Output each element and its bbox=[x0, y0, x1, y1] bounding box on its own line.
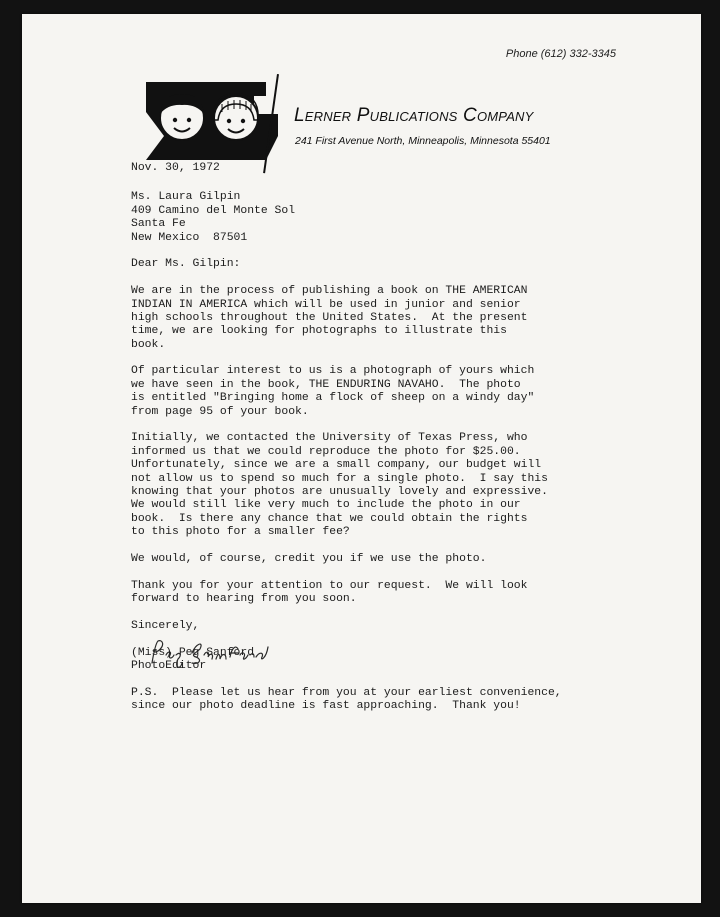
signer-name: (Miss) Peg Sanford bbox=[131, 646, 255, 659]
paragraph-line: not allow us to spend so much for a single photo. I say this bbox=[131, 472, 548, 485]
paragraph-line: Of particular interest to us is a photograph of yours which bbox=[131, 365, 535, 378]
paragraph-line: forward to hearing from you soon. bbox=[131, 593, 357, 606]
paragraph-4 bbox=[131, 553, 671, 566]
paragraph-5 bbox=[131, 580, 671, 607]
paragraph-line: we have seen in the book, THE ENDURING NAVAHO. The photo bbox=[131, 378, 521, 391]
recipient-line: Ms. Laura Gilpin bbox=[131, 191, 241, 204]
closing: Sincerely, bbox=[131, 619, 200, 632]
paragraph-line: Unfortunately, since we are a small company, our budget will bbox=[131, 459, 542, 472]
paragraph-line: book. bbox=[131, 338, 166, 351]
paragraph-line: We would, of course, credit you if we use the photo. bbox=[131, 552, 487, 565]
paragraph-line: We are in the process of publishing a book on THE AMERICAN bbox=[131, 285, 528, 298]
paragraph-line: to this photo for a smaller fee? bbox=[131, 526, 350, 539]
paragraph-line: informed us that we could reproduce the photo for $25.00. bbox=[131, 445, 521, 458]
paragraph-line: is entitled "Bringing home a flock of sheep on a windy day" bbox=[131, 392, 535, 405]
company-address: 241 First Avenue North, Minneapolis, Minnesota 55401 bbox=[295, 135, 551, 147]
paragraph-line: Thank you for your attention to our request. We will look bbox=[131, 579, 528, 592]
paragraph-line: book. Is there any chance that we could obtain the rights bbox=[131, 512, 528, 525]
postscript-line: since our photo deadline is fast approaching. Thank you! bbox=[131, 700, 521, 713]
signer-title: PhotoEditor bbox=[131, 660, 207, 673]
boy-girl-faces-logo-icon bbox=[138, 74, 278, 164]
postscript-line: P.S. Please let us hear from you at your earliest convenience, bbox=[131, 686, 562, 699]
paragraph-1 bbox=[131, 285, 671, 352]
paragraph-line: high schools throughout the United States. At the present bbox=[131, 311, 528, 324]
paragraph-line: Initially, we contacted the University of Texas Press, who bbox=[131, 432, 528, 445]
postscript bbox=[131, 687, 671, 714]
paragraph-line: We would still like very much to include the photo in our bbox=[131, 499, 521, 512]
paragraph-line: INDIAN IN AMERICA which will be used in junior and senior bbox=[131, 298, 521, 311]
handwritten-signature bbox=[144, 633, 284, 673]
recipient-line: Santa Fe bbox=[131, 218, 186, 231]
recipient-line: New Mexico 87501 bbox=[131, 231, 248, 244]
letter-page bbox=[22, 14, 701, 903]
letter-body bbox=[131, 162, 671, 714]
letterhead-phone: Phone (612) 332-3345 bbox=[505, 48, 616, 60]
paragraph-line: time, we are looking for photographs to illustrate this bbox=[131, 325, 507, 338]
letter-date: Nov. 30, 1972 bbox=[131, 162, 220, 174]
paragraph-line: knowing that your photos are unusually lovely and expressive. bbox=[131, 485, 548, 498]
paragraph-3 bbox=[131, 432, 671, 539]
company-name: Lerner Publications Company bbox=[294, 105, 534, 126]
recipient-address bbox=[131, 191, 671, 245]
recipient-line: 409 Camino del Monte Sol bbox=[131, 204, 296, 217]
paragraph-line: from page 95 of your book. bbox=[131, 405, 309, 418]
salutation: Dear Ms. Gilpin: bbox=[131, 258, 241, 271]
paragraph-2 bbox=[131, 365, 671, 419]
